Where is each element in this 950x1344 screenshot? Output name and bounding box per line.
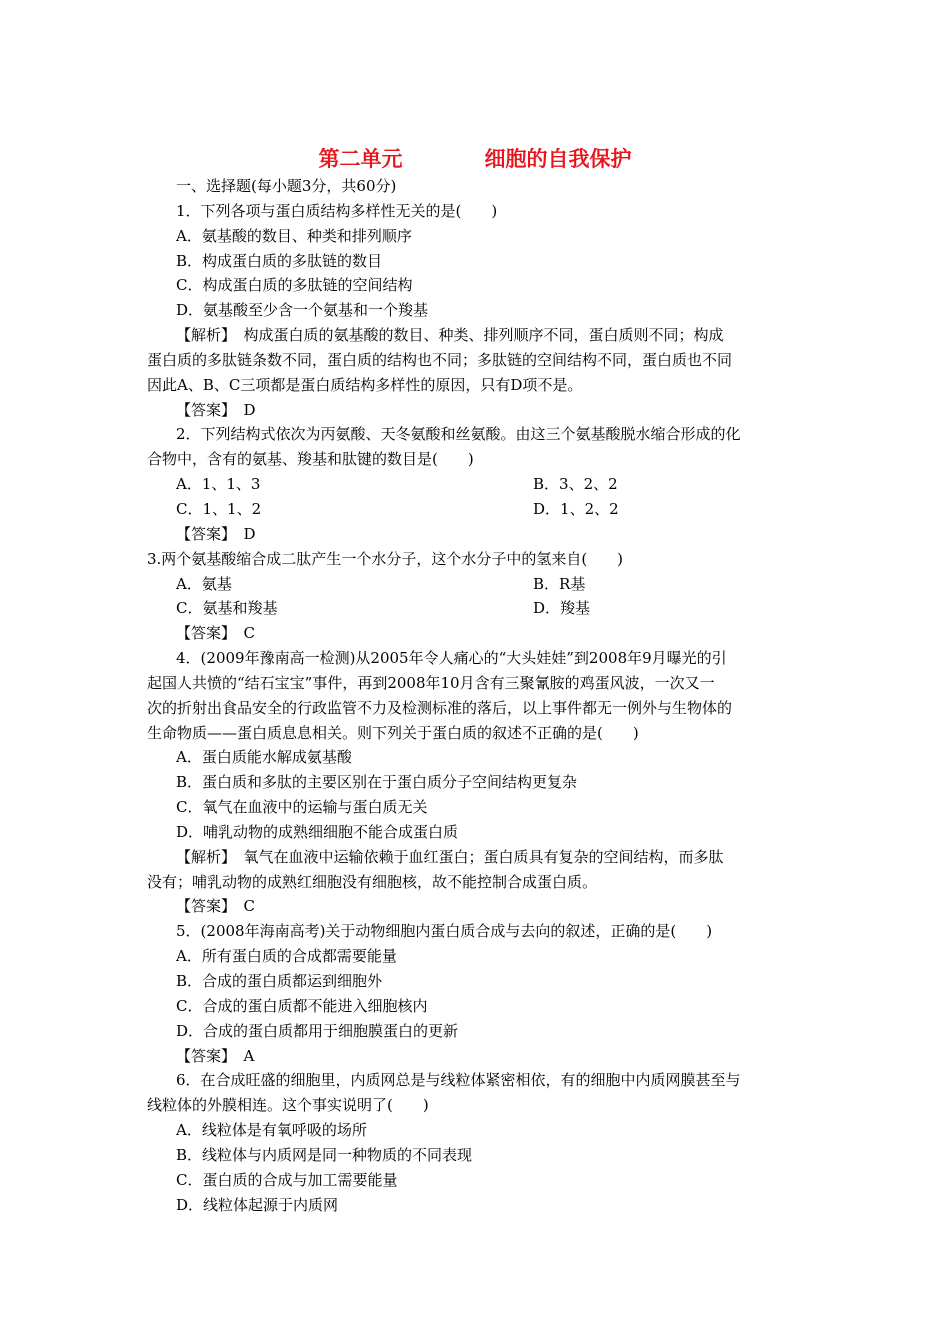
q6-option-a: A．线粒体是有氧呼吸的场所 <box>176 1121 367 1140</box>
q4-option-d: D．哺乳动物的成熟细细胞不能合成蛋白质 <box>176 822 459 841</box>
q4-option-c: C．氧气在血液中的运输与蛋白质无关 <box>176 798 428 817</box>
q2-option-b: B．3、2、2 <box>533 475 618 494</box>
q4-option-b: B．蛋白质和多肽的主要区别在于蛋白质分子空间结构更复杂 <box>176 773 578 792</box>
page-title <box>0 143 950 173</box>
q4-answer: 【答案】 C <box>176 897 255 916</box>
q3-option-b: B．R基 <box>533 574 586 593</box>
q4-stem-line4: 生命物质——蛋白质息息相关。则下列关于蛋白质的叙述不正确的是( ) <box>147 723 639 742</box>
q2-option-a: A．1、1、3 <box>176 475 261 494</box>
q1-option-d: D．氨基酸至少含一个氨基和一个羧基 <box>176 301 429 320</box>
q6-stem-line1: 6．在合成旺盛的细胞里，内质网总是与线粒体紧密相依，有的细胞中内质网膜甚至与 <box>176 1071 741 1090</box>
q5-option-d: D．合成的蛋白质都用于细胞膜蛋白的更新 <box>176 1021 459 1040</box>
section-heading: 一、选择题(每小题3分，共60分) <box>176 177 397 195</box>
q4-analysis-line2: 没有；哺乳动物的成熟红细胞没有细胞核，故不能控制合成蛋白质。 <box>147 872 598 891</box>
q4-stem-line3: 次的折射出食品安全的行政监管不力及检测标准的落后，以上事件都无一例外与生物体的 <box>147 698 733 717</box>
q3-answer: 【答案】 C <box>176 624 255 643</box>
title-unit: 第二单元 <box>318 147 403 171</box>
q1-option-a: A．氨基酸的数目、种类和排列顺序 <box>176 226 412 245</box>
q6-option-d: D．线粒体起源于内质网 <box>176 1195 339 1214</box>
q6-stem-line2: 线粒体的外膜相连。这个事实说明了( ) <box>147 1096 429 1115</box>
title-topic: 细胞的自我保护 <box>484 147 632 171</box>
q3-option-d: D．羧基 <box>533 599 591 618</box>
q4-option-a: A．蛋白质能水解成氨基酸 <box>176 748 352 767</box>
q6-option-c: C．蛋白质的合成与加工需要能量 <box>176 1170 398 1189</box>
q1-analysis-line2: 蛋白质的多肽链条数不同，蛋白质的结构也不同；多肽链的空间结构不同，蛋白质也不同 <box>147 350 733 369</box>
q4-analysis-line1: 【解析】 氧气在血液中运输依赖于血红蛋白；蛋白质具有复杂的空间结构，而多肽 <box>176 847 724 866</box>
q3-options-row1 <box>147 572 807 597</box>
q1-stem: 1．下列各项与蛋白质结构多样性无关的是( ) <box>176 201 498 220</box>
question-list <box>147 174 807 1217</box>
q3-stem: 3.两个氨基酸缩合成二肽产生一个水分子，这个水分子中的氢来自( ) <box>147 549 624 568</box>
q2-options-row2 <box>147 497 807 522</box>
q1-analysis-line3: 因此A、B、C三项都是蛋白质结构多样性的原因，只有D项不是。 <box>147 375 583 394</box>
q5-answer: 【答案】 A <box>176 1046 255 1065</box>
q5-option-c: C．合成的蛋白质都不能进入细胞核内 <box>176 996 428 1015</box>
q3-option-c: C．氨基和羧基 <box>176 599 278 618</box>
q5-option-b: B．合成的蛋白质都运到细胞外 <box>176 972 383 990</box>
q2-option-d: D．1、2、2 <box>533 499 619 518</box>
q1-option-c: C．构成蛋白质的多肽链的空间结构 <box>176 276 413 295</box>
q3-options-row2 <box>147 596 807 621</box>
q2-stem-line2: 合物中，含有的氨基、羧基和肽键的数目是( ) <box>147 450 474 469</box>
q2-answer: 【答案】 D <box>176 524 256 543</box>
q4-stem-line1: 4．(2009年豫南高一检测)从2005年令人痛心的“大头娃娃”到2008年9月曝光的引 <box>176 649 727 668</box>
q6-option-b: B．线粒体与内质网是同一种物质的不同表现 <box>176 1145 473 1164</box>
q3-option-a: A．氨基 <box>176 574 232 593</box>
q4-stem-line2: 起国人共愤的“结石宝宝”事件，再到2008年10月含有三聚氰胺的鸡蛋风波，一次又一 <box>147 673 715 692</box>
q1-option-b: B．构成蛋白质的多肽链的数目 <box>176 251 383 270</box>
q5-option-a: A．所有蛋白质的合成都需要能量 <box>176 947 397 966</box>
q1-analysis-line1: 【解析】 构成蛋白质的氨基酸的数目、种类、排列顺序不同，蛋白质则不同；构成 <box>176 326 724 345</box>
q2-option-c: C．1、1、2 <box>176 499 262 518</box>
q2-stem-line1: 2．下列结构式依次为丙氨酸、天冬氨酸和丝氨酸。由这三个氨基酸脱水缩合形成的化 <box>176 425 741 444</box>
q1-answer: 【答案】 D <box>176 400 256 419</box>
q5-stem: 5．(2008年海南高考)关于动物细胞内蛋白质合成与去向的叙述，正确的是( ) <box>176 922 713 941</box>
q2-options-row1 <box>147 472 807 497</box>
